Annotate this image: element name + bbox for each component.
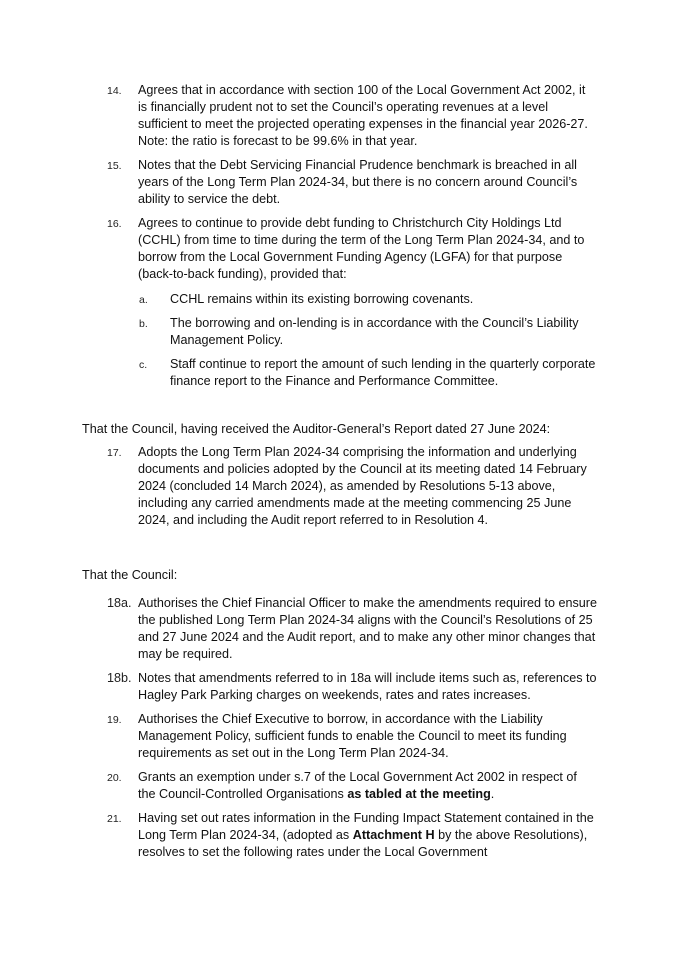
item-number: 18a. [107, 596, 132, 610]
resolution-16a [139, 291, 599, 308]
sub-item-letter: b. [139, 318, 148, 330]
item-text: Authorises the Chief Financial Officer to make the amendments required to ensure the published Long Term Plan 2024-34 aligns with the Council’s Resolutions of 25 and 27 June 2024 and the Audit report, and to make any other minor changes that may be required. [138, 596, 597, 661]
item-number: 14. [107, 85, 122, 97]
resolution-19 [107, 711, 597, 762]
item-text: Notes that amendments referred to in 18a will include items such as, references to Hagley Park Parking charges on weekends, rates and rates increases. [138, 671, 597, 702]
resolution-18b [107, 670, 597, 704]
item-number: 17. [107, 447, 122, 459]
item-text-regular: Having set out rates information in the Funding Impact Statement contained in the Long Term Plan 2024-34, (adopted as [138, 811, 594, 842]
item-number: 19. [107, 714, 122, 726]
resolution-18a [107, 595, 597, 663]
item-number: 20. [107, 772, 122, 784]
council-intro: That the Council: [82, 568, 178, 582]
resolution-16 [107, 215, 597, 283]
resolution-21 [107, 810, 597, 861]
item-text: Agrees that in accordance with section 100 of the Local Government Act 2002, it is financially prudent not to set the Council’s operating revenues at a level sufficient to meet the projected operating expenses in the financial year 2026-27. Note: the ratio is forecast to be 99.6% in that year. [138, 83, 588, 148]
sub-item-letter: a. [139, 294, 148, 306]
item-text: Authorises the Chief Executive to borrow, in accordance with the Liability Management Policy, sufficient funds to enable the Council to meet its funding requirements as set out in the Long Term Plan 2024-34. [138, 712, 567, 760]
sub-item-text: CCHL remains within its existing borrowing covenants. [170, 292, 474, 306]
resolution-16c [139, 356, 599, 390]
item-number: 16. [107, 218, 122, 230]
item-text: Notes that the Debt Servicing Financial Prudence benchmark is breached in all years of the Long Term Plan 2024-34, but there is no concern around Council’s ability to service the debt. [138, 158, 578, 206]
item-text-end: . [490, 787, 495, 801]
resolution-20 [107, 769, 597, 803]
item-number: 18b. [107, 671, 132, 685]
item-text [138, 769, 597, 803]
item-text: Adopts the Long Term Plan 2024-34 comprising the information and underlying documents and policies adopted by the Council at its meeting dated 14 February 2024 (concluded 14 March 2024), as amended by Resolutions 5-13 above, including any carried amendments made at the meeting commencing 25 June 2024, and including the Audit report referred to in Resolution 4. [138, 445, 587, 527]
item-number: 15. [107, 160, 122, 172]
resolution-14 [107, 82, 597, 150]
item-text: Agrees to continue to provide debt funding to Christchurch City Holdings Ltd (CCHL) from time to time during the term of the Long Term Plan 2024-34, and to borrow from the Local Government Funding Agency (LGFA) for that purpose (back-to-back funding), provided that: [138, 216, 585, 281]
item-text-end: by the above Resolutions), resolves to set the following rates under the Local Government [138, 828, 588, 859]
item-text [138, 810, 597, 861]
sub-item-text: Staff continue to report the amount of such lending in the quarterly corporate finance report to the Finance and Performance Committee. [170, 357, 596, 388]
resolution-15 [107, 157, 597, 208]
resolution-17 [107, 444, 597, 529]
item-number: 21. [107, 813, 122, 825]
item-text-regular: Grants an exemption under s.7 of the Local Government Act 2002 in respect of the Council-Controlled Organisations [138, 770, 577, 801]
item-text-bold: Attachment H [352, 828, 435, 842]
resolution-16b [139, 315, 599, 349]
sub-item-text: The borrowing and on-lending is in accordance with the Council’s Liability Management Policy. [170, 316, 579, 347]
sub-item-letter: c. [139, 359, 148, 371]
auditor-report-intro: That the Council, having received the Auditor-General’s Report dated 27 June 2024: [82, 422, 551, 436]
item-text-bold: as tabled at the meeting [347, 787, 491, 801]
